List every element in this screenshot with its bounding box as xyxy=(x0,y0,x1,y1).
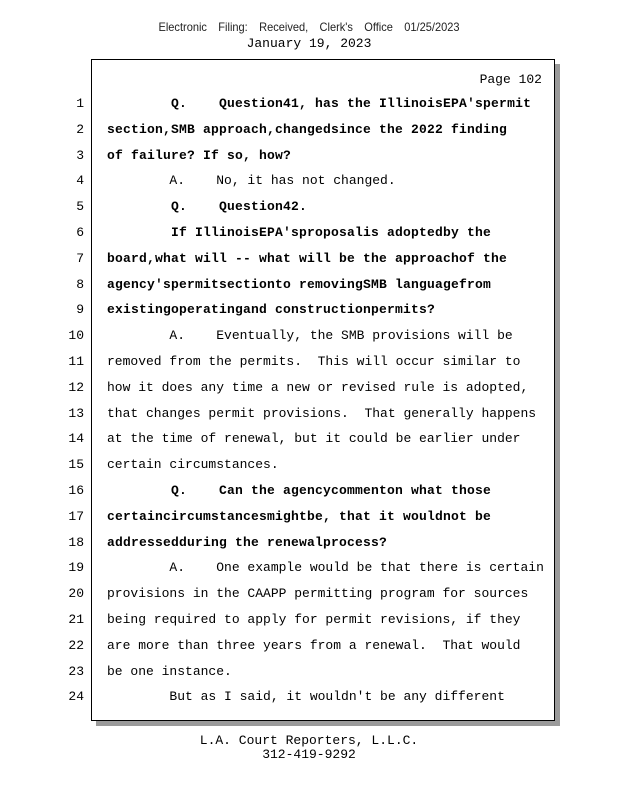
transcript-line: be one instance. xyxy=(107,664,232,679)
transcript-line: Q. Question41, has the IllinoisEPA'spermit xyxy=(107,96,532,111)
transcript-line: A. Eventually, the SMB provisions will be xyxy=(107,328,513,343)
line-number: 21 xyxy=(68,612,84,627)
transcript-line: But as I said, it wouldn't be any different xyxy=(107,689,505,704)
footer-company: L.A. Court Reporters, L.L.C. xyxy=(199,733,419,748)
line-number: 7 xyxy=(76,251,84,266)
transcript-line: A. No, it has not changed. xyxy=(107,173,396,188)
filing-stamp: Electronic Filing: Received, Clerk's Office 01/25/2023 xyxy=(158,20,460,34)
transcript-line: certain circumstances. xyxy=(107,457,279,472)
transcript-line: removed from the permits. This will occur similar to xyxy=(107,354,521,369)
transcript-line: agency'spermitsectionto removingSMB languagefrom xyxy=(107,277,492,292)
transcript-line: are more than three years from a renewal. That would xyxy=(107,638,521,653)
line-number: 8 xyxy=(76,277,84,292)
line-number: 12 xyxy=(68,380,84,395)
transcript-line: addressedduring the renewalprocess? xyxy=(107,535,388,550)
line-number: 18 xyxy=(68,535,84,550)
transcript-line: of failure? If so, how? xyxy=(107,148,292,163)
line-number: 6 xyxy=(76,225,84,240)
line-number: 22 xyxy=(68,638,84,653)
line-number: 20 xyxy=(68,586,84,601)
transcript-line: A. One example would be that there is certain xyxy=(107,560,544,575)
transcript-line: existingoperatingand constructionpermits? xyxy=(107,302,436,317)
line-number: 1 xyxy=(76,96,84,111)
transcript-line: Q. Question42. xyxy=(107,199,308,214)
transcript-line: board,what will -- what will be the approachof the xyxy=(107,251,508,266)
line-number: 4 xyxy=(76,173,84,188)
transcript-line: being required to apply for permit revisions, if they xyxy=(107,612,521,627)
transcript-line: that changes permit provisions. That generally happens xyxy=(107,406,537,421)
line-number: 14 xyxy=(68,431,84,446)
line-number: 2 xyxy=(76,122,84,137)
transcript-line: Q. Can the agencycommenton what those xyxy=(107,483,492,498)
transcript-line: certaincircumstancesmightbe, that it wouldnot be xyxy=(107,509,492,524)
transcript-line: section,SMB approach,changedsince the 2022 finding xyxy=(107,122,508,137)
transcript-line: provisions in the CAAPP permitting program for sources xyxy=(107,586,529,601)
line-number: 19 xyxy=(68,560,84,575)
line-number: 3 xyxy=(76,148,84,163)
line-number: 16 xyxy=(68,483,84,498)
line-number: 13 xyxy=(68,406,84,421)
footer-phone: 312-419-9292 xyxy=(262,747,356,762)
line-number: 24 xyxy=(68,689,84,704)
line-number: 23 xyxy=(68,664,84,679)
line-number: 5 xyxy=(76,199,84,214)
line-number: 17 xyxy=(68,509,84,524)
transcript-line: at the time of renewal, but it could be earlier under xyxy=(107,431,521,446)
page-number: Page 102 xyxy=(479,72,542,87)
line-number: 10 xyxy=(68,328,84,343)
line-number: 11 xyxy=(68,354,84,369)
transcript-date: January 19, 2023 xyxy=(246,36,372,51)
line-number: 15 xyxy=(68,457,84,472)
line-number: 9 xyxy=(76,302,84,317)
transcript-line: If IllinoisEPA'sproposalis adoptedby the xyxy=(107,225,492,240)
transcript-line: how it does any time a new or revised rule is adopted, xyxy=(107,380,529,395)
